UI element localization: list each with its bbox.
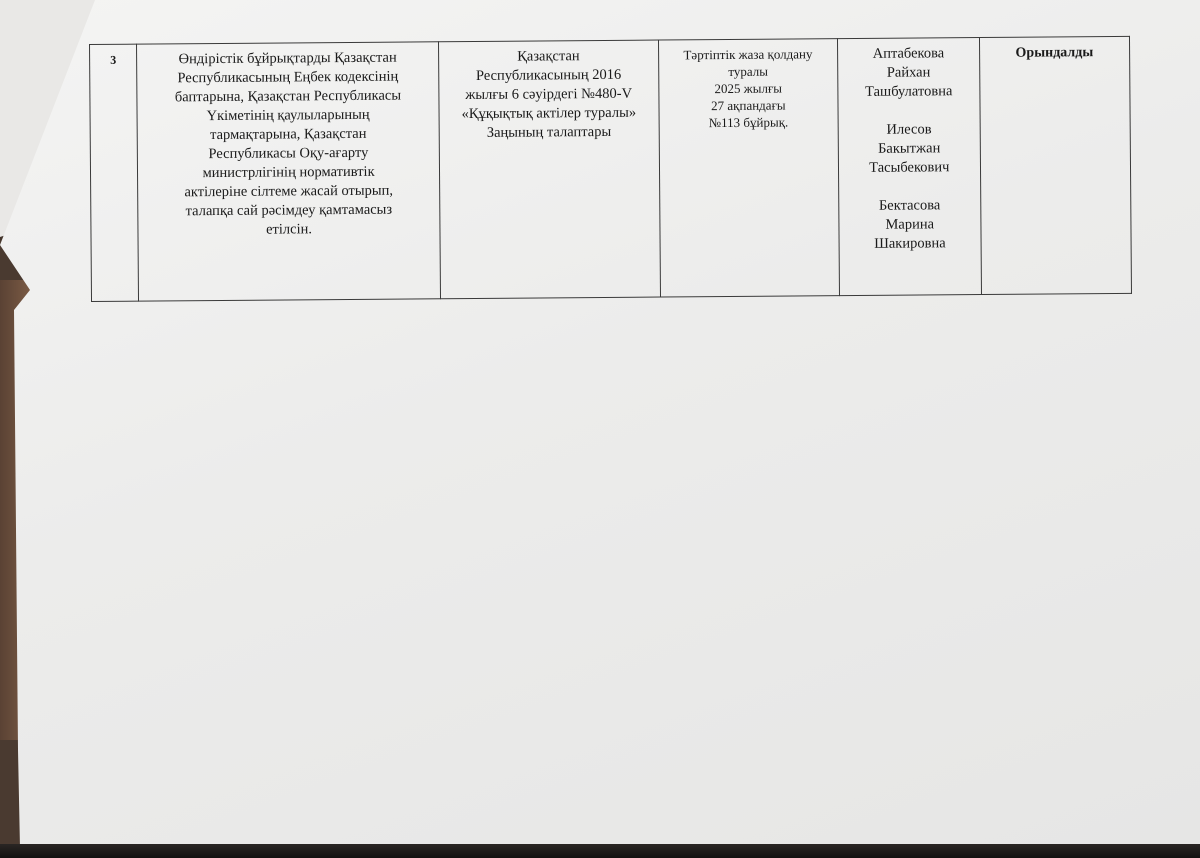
responsible-persons-cell (838, 38, 981, 296)
row-number: 3 (90, 44, 139, 301)
table-row (90, 36, 1132, 301)
task-line: актілеріне сілтеме жасай отырып, (184, 182, 394, 201)
legal-basis-cell (438, 40, 660, 299)
person-surname: Илесов (886, 121, 932, 138)
document-table (89, 36, 1132, 302)
responsible-person (843, 120, 976, 178)
person-patronymic: Ташбулатовна (865, 83, 953, 100)
desk-edge (0, 844, 1200, 858)
task-line: министрлігінің нормативтік (202, 163, 375, 182)
task-line: етілсін. (266, 221, 313, 238)
status-cell: Орындалды (979, 36, 1131, 294)
basis-line: Қазақстан (517, 48, 580, 65)
document-line: Тәртіптік жаза қолдану (683, 46, 813, 63)
basis-line: «Құқықтық актілер туралы» (461, 104, 637, 123)
person-patronymic: Тасыбекович (869, 159, 950, 176)
person-surname: Аптабекова (872, 45, 945, 62)
task-line: Үкіметінің қаулыларының (206, 106, 370, 125)
task-line: баптарына, Қазақстан Республикасы (174, 87, 402, 106)
task-line: Республикасы Оқу-ағарту (208, 144, 369, 163)
person-name: Бакытжан (877, 140, 941, 157)
person-name: Райхан (886, 64, 931, 81)
person-surname: Бектасова (878, 197, 941, 214)
person-name: Марина (885, 216, 935, 233)
responsible-person (843, 196, 976, 254)
document-line: 27 ақпандағы (711, 97, 786, 114)
basis-line: Заңының талаптары (486, 123, 612, 141)
task-line: Өндірістік бұйрықтарды Қазақстан (178, 49, 397, 68)
document-line: 2025 жылғы (714, 80, 783, 97)
task-cell (137, 42, 441, 301)
document-line: №113 бұйрық. (708, 114, 789, 131)
responsible-person (842, 44, 975, 102)
person-patronymic: Шакировна (874, 235, 946, 252)
document-line: туралы (728, 63, 768, 79)
basis-line: Республикасының 2016 (475, 66, 622, 84)
task-line: тармақтарына, Қазақстан (210, 125, 367, 144)
document-reference-cell (658, 39, 840, 297)
basis-line: жылғы 6 сәуірдегі №480-V (465, 85, 633, 104)
task-line: талапқа сай рәсімдеу қамтамасыз (185, 201, 393, 220)
task-line: Республикасының Еңбек кодексінің (177, 68, 399, 87)
